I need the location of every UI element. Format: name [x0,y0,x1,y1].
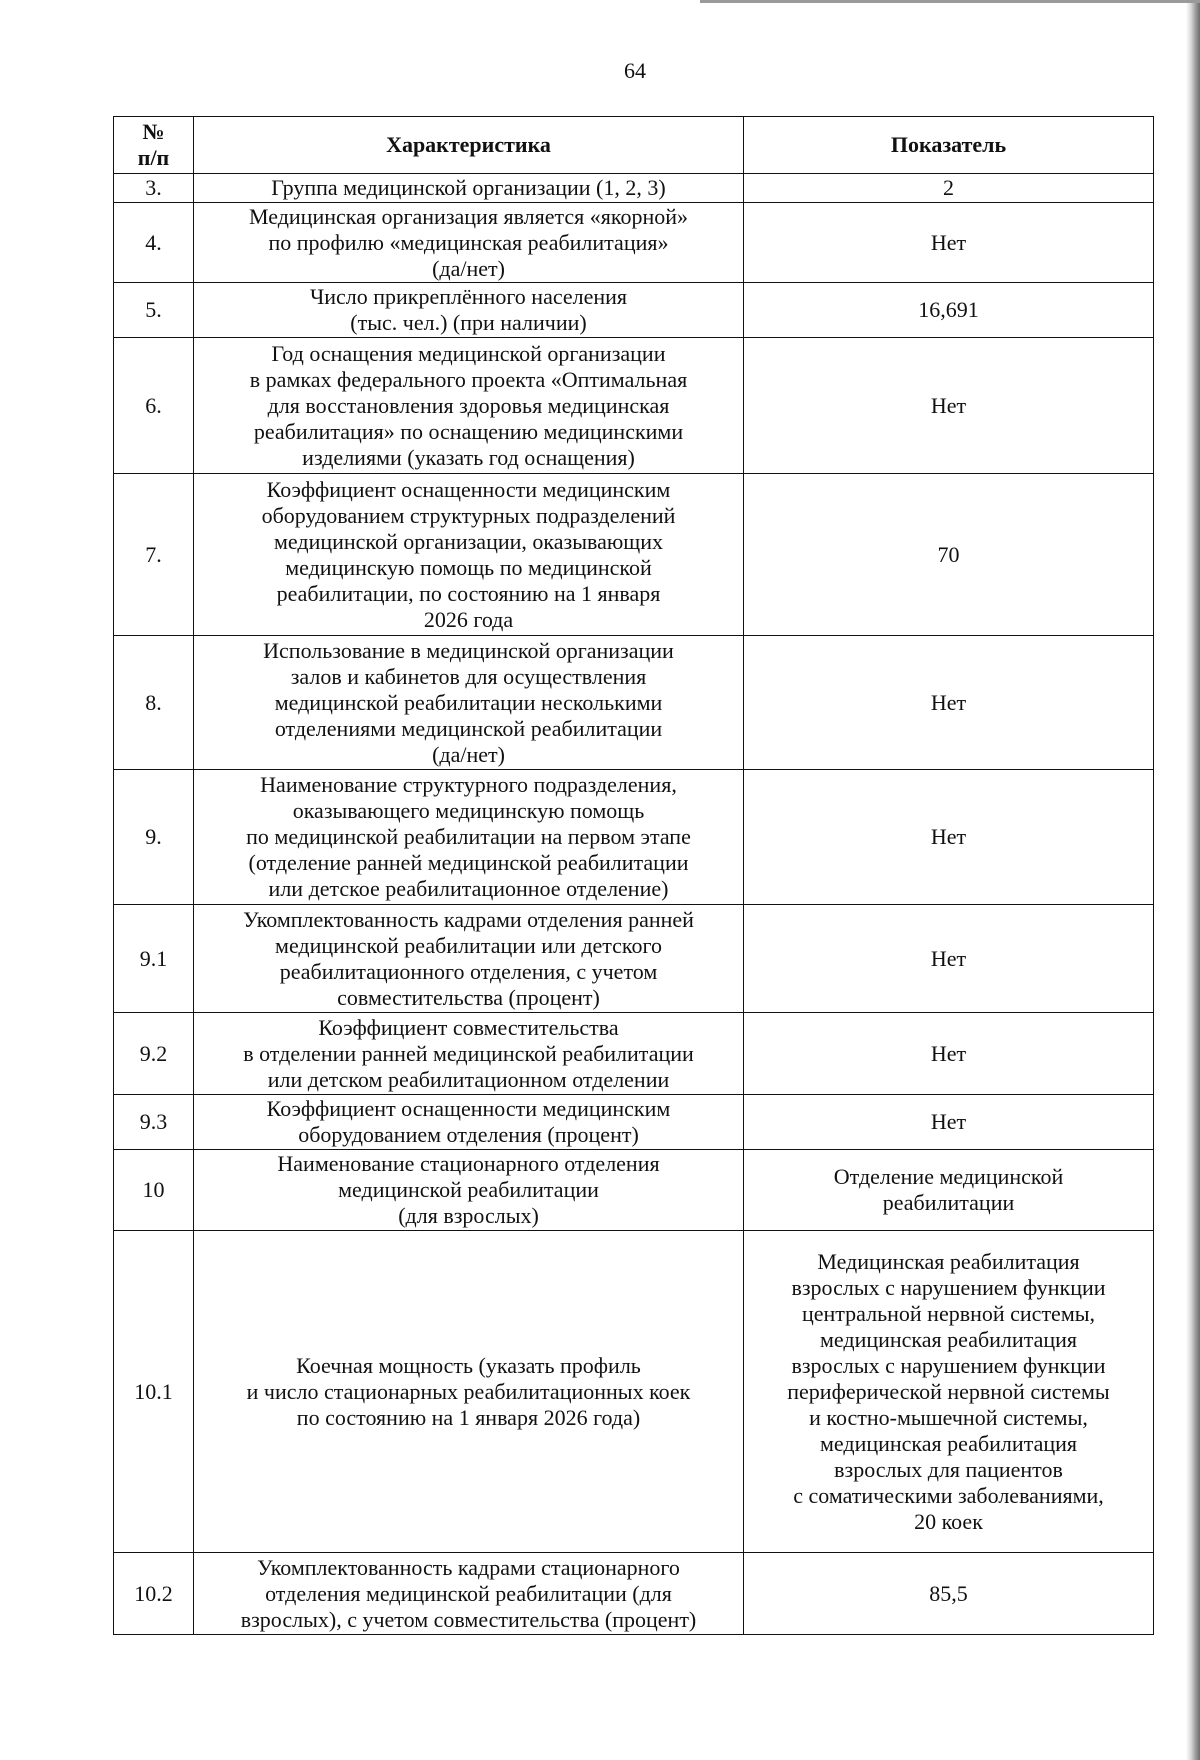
row-value: Нет [744,338,1154,474]
row-num: 4. [114,203,194,283]
row-value: 70 [744,474,1154,636]
row-characteristic: Укомплектованность кадрами стационарного отделения медицинской реабилитации (для взрослых), с учетом совместительства (процент) [194,1553,744,1635]
header-num: № п/п [114,117,194,174]
row-characteristic: Наименование стационарного отделения медицинской реабилитации (для взрослых) [194,1150,744,1231]
row-characteristic: Коэффициент оснащенности медицинским оборудованием структурных подразделений медицинской организации, оказывающих медицинскую помощь по медицинской реабилитации, по состоянию на 1 января 2026 года [194,474,744,636]
table-row [114,474,1154,636]
row-num: 10 [114,1150,194,1231]
row-value: 2 [744,174,1154,203]
row-value: Нет [744,1095,1154,1150]
row-characteristic: Медицинская организация является «якорной» по профилю «медицинская реабилитация» (да/нет) [194,203,744,283]
row-value: Нет [744,905,1154,1013]
table-row [114,174,1154,203]
row-value: Нет [744,203,1154,283]
row-num: 9.1 [114,905,194,1013]
row-value: Нет [744,770,1154,905]
header-characteristic: Характеристика [194,117,744,174]
table-row [114,1553,1154,1635]
table-row [114,1231,1154,1553]
row-num: 3. [114,174,194,203]
table-header-row [114,117,1154,174]
header-value: Показатель [744,117,1154,174]
row-num: 9.3 [114,1095,194,1150]
page-number: 64 [624,58,646,83]
row-value: Нет [744,636,1154,770]
row-num: 9. [114,770,194,905]
row-num: 10.2 [114,1553,194,1635]
table-row [114,1095,1154,1150]
top-rule [700,0,1200,3]
row-characteristic: Число прикреплённого населения (тыс. чел.) (при наличии) [194,283,744,338]
row-value: 16,691 [744,283,1154,338]
table-row [114,203,1154,283]
characteristics-table [113,116,1154,1635]
row-value: Медицинская реабилитация взрослых с нарушением функции центральной нервной системы, медицинская реабилитация взрослых с нарушением функции периферической нервной системы и костно-мышечной системы, медицинская реабилитация взрослых для пациентов с соматическими заболеваниями, 20 коек [744,1231,1154,1553]
row-characteristic: Коечная мощность (указать профиль и число стационарных реабилитационных коек по состоянию на 1 января 2026 года) [194,1231,744,1553]
row-value: 85,5 [744,1553,1154,1635]
row-num: 5. [114,283,194,338]
table-row [114,636,1154,770]
row-value: Нет [744,1013,1154,1095]
row-num: 9.2 [114,1013,194,1095]
row-num: 10.1 [114,1231,194,1553]
table-row [114,905,1154,1013]
row-characteristic: Коэффициент совместительства в отделении ранней медицинской реабилитации или детском реабилитационном отделении [194,1013,744,1095]
row-characteristic: Год оснащения медицинской организации в рамках федерального проекта «Оптимальная для восстановления здоровья медицинская реабилитация» по оснащению медицинскими изделиями (указать год оснащения) [194,338,744,474]
row-characteristic: Использование в медицинской организации залов и кабинетов для осуществления медицинской реабилитации несколькими отделениями медицинской реабилитации (да/нет) [194,636,744,770]
table-row [114,1013,1154,1095]
row-num: 6. [114,338,194,474]
row-characteristic: Группа медицинской организации (1, 2, 3) [194,174,744,203]
row-value: Отделение медицинской реабилитации [744,1150,1154,1231]
table-row [114,770,1154,905]
table-row [114,338,1154,474]
row-num: 7. [114,474,194,636]
table-row [114,1150,1154,1231]
row-num: 8. [114,636,194,770]
row-characteristic: Укомплектованность кадрами отделения ранней медицинской реабилитации или детского реабилитационного отделения, с учетом совместительства (процент) [194,905,744,1013]
scan-edge-shadow [1186,0,1200,1760]
table-row [114,283,1154,338]
row-characteristic: Коэффициент оснащенности медицинским оборудованием отделения (процент) [194,1095,744,1150]
row-characteristic: Наименование структурного подразделения, оказывающего медицинскую помощь по медицинской реабилитации на первом этапе (отделение ранней медицинской реабилитации или детское реабилитационное отделение) [194,770,744,905]
